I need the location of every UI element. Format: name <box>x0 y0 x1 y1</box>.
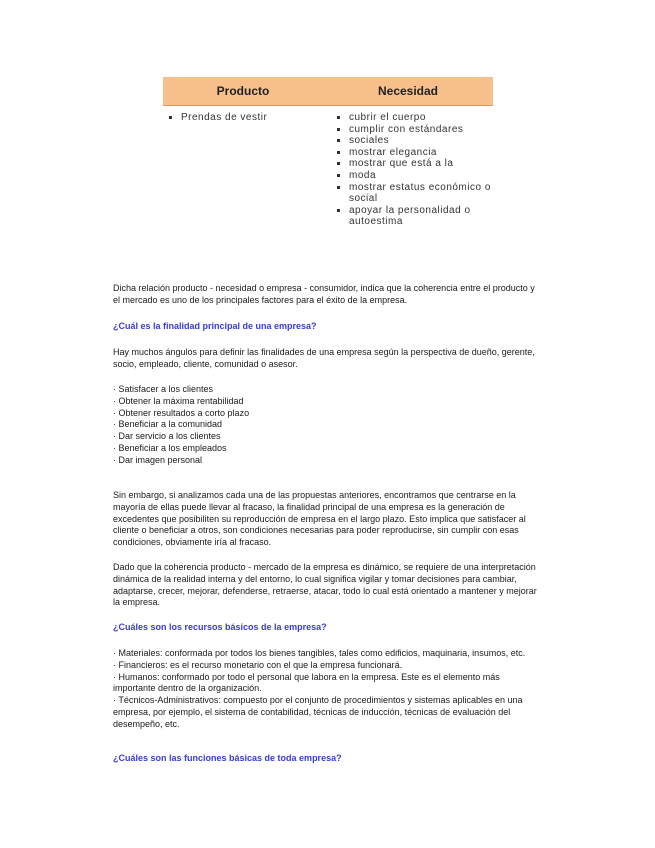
need-item: ▪ mostrar que está a la <box>349 158 493 170</box>
need-item: ▪ sociales <box>349 135 493 147</box>
list-item: · Humanos: conformado por todo el personal que labora en la empresa. Este es el elemento más importante dentro de la organización. <box>113 671 500 694</box>
need-column <box>331 112 493 228</box>
paragraph-analysis: Sin embargo, si analizamos cada una de las propuestas anteriores, encontramos que centrarse en la mayoría de ellas puede llevar al fracaso, la finalidad principal de una empresa es la generación de excedentes que posibiliten su reproducción de empresa en el largo plazo. Esto implica que satisfacer al cliente o beneficiar a otros, son condiciones necesarias para poder reproducirse, sin cumplir con esas condiciones, obviamente iría al fracaso. <box>113 490 526 548</box>
paragraph-angles: Hay muchos ángulos para definir las finalidades de una empresa según la perspectiva de dueño, gerente, socio, empleado, cliente, comunidad o asesor. <box>113 347 535 369</box>
need-item: ▪ moda <box>349 170 493 182</box>
list-item: · Dar servicio a los clientes <box>113 431 221 442</box>
heading-basic-functions: ¿Cuáles son las funciones básicas de toda empresa? <box>113 753 342 763</box>
list-item: · Obtener resultados a corto plazo <box>113 407 250 418</box>
heading-basic-resources: ¿Cuáles son los recursos básicos de la empresa? <box>113 622 327 632</box>
product-need-table <box>163 77 493 228</box>
list-item: · Satisfacer a los clientes <box>113 384 214 394</box>
list-item: · Financieros: es el recurso monetario con el que la empresa funcionará. <box>113 659 403 670</box>
paragraph-coherence: Dicha relación producto - necesidad o empresa - consumidor, indica que la coherencia entre el producto y el mercado es uno de los principales factores para el éxito de la empresa. <box>113 283 535 305</box>
paragraph-dynamics: Dado que la coherencia producto - mercado de la empresa es dinámico, se requiere de una interpretación dinámica de la realidad interna y del entorno, lo cual significa vigilar y tomar decisiones para cambiar, adaptarse, crecer, mejorar, defenderse, retraerse, atacar, todo lo cual está orientado a mantener y mejorar la empresa. <box>113 562 537 608</box>
product-column <box>163 112 331 228</box>
header-product: Producto <box>216 84 270 98</box>
table-header <box>163 77 493 106</box>
need-item: ▪ cubrir el cuerpo <box>349 112 493 124</box>
need-item: ▪ mostrar estatus económico o social <box>349 182 493 205</box>
list-item: · Dar imagen personal <box>113 454 203 465</box>
list-item: · Beneficiar a la comunidad <box>113 419 223 430</box>
table-body <box>163 106 493 228</box>
heading-main-purpose: ¿Cuál es la finalidad principal de una empresa? <box>113 321 317 331</box>
product-item: ▪ Prendas de vestir <box>181 112 331 124</box>
resources-list <box>113 648 543 731</box>
list-item: · Obtener la máxima rentabilidad <box>113 395 244 406</box>
need-item: ▪ cumplir con estándares <box>349 124 493 136</box>
need-item: ▪ apoyar la personalidad o autoestima <box>349 205 493 228</box>
header-need: Necesidad <box>377 84 439 98</box>
list-item: · Técnicos-Administrativos: compuesto por el conjunto de procedimientos y sistemas aplicables en una empresa, por ejemplo, el sistema de contabilidad, técnicas de inducción, técnicas de evaluación del desempeño, etc. <box>113 695 523 729</box>
list-item: · Materiales: conformada por todos los bienes tangibles, tales como edificios, maquinaria, insumos, etc. <box>113 648 526 658</box>
list-item: · Beneficiar a los empleados <box>113 442 227 453</box>
purpose-list <box>113 384 543 467</box>
need-item: ▪ mostrar elegancia <box>349 147 493 159</box>
